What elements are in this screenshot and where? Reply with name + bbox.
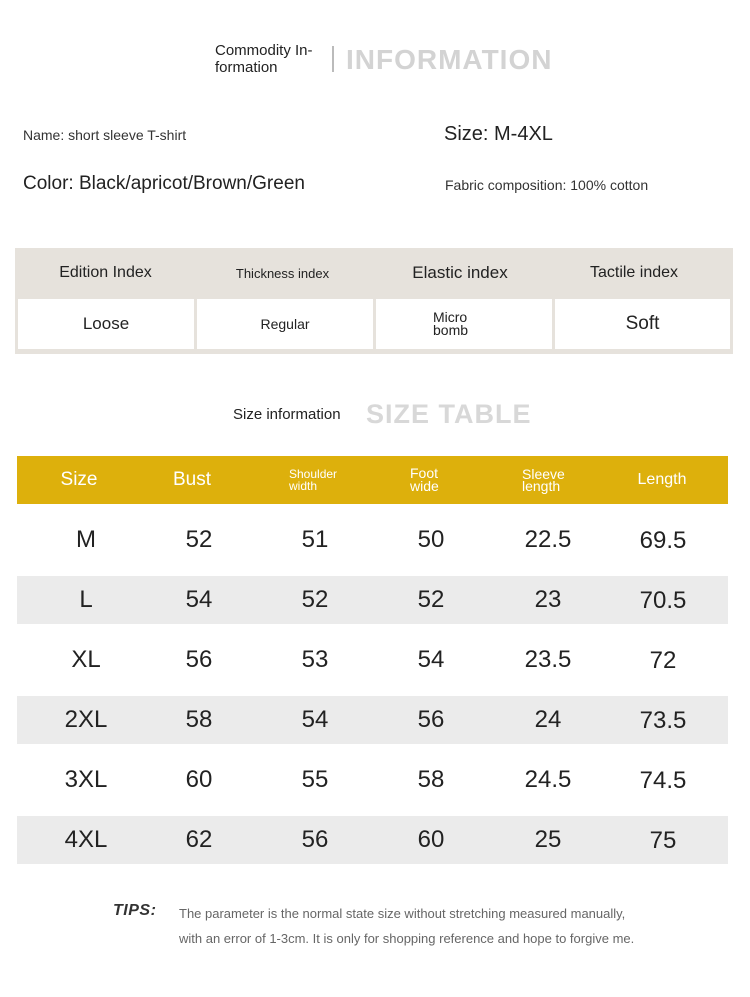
cell-bust: 54 bbox=[185, 586, 213, 613]
size-row-4XL bbox=[17, 816, 728, 864]
cell-length: 69.5 bbox=[639, 527, 687, 554]
header-divider bbox=[332, 46, 334, 72]
cell-shoulder: 55 bbox=[301, 766, 329, 793]
index-value-elastic: Micro bomb bbox=[376, 299, 552, 349]
index-header-elastic: Elastic index bbox=[412, 263, 508, 282]
cell-foot: 56 bbox=[417, 706, 445, 733]
size-header-foot: Foot wide bbox=[410, 465, 439, 494]
cell-shoulder: 51 bbox=[301, 526, 329, 553]
cell-size: XL bbox=[71, 646, 101, 673]
cell-foot: 52 bbox=[417, 586, 445, 613]
cell-bust: 60 bbox=[185, 766, 213, 793]
cell-shoulder: 53 bbox=[301, 646, 329, 673]
size-info-label: Size information bbox=[233, 406, 341, 423]
size-row-XL bbox=[17, 636, 728, 684]
cell-length: 70.5 bbox=[639, 587, 687, 614]
cell-size: L bbox=[79, 586, 93, 613]
index-header-edition: Edition Index bbox=[59, 264, 152, 281]
size-header-length: Length bbox=[637, 471, 687, 488]
cell-length: 74.5 bbox=[639, 767, 687, 794]
cell-bust: 56 bbox=[185, 646, 213, 673]
index-header-thickness: Thickness index bbox=[235, 265, 330, 281]
header-subtitle: Commodity In- formation bbox=[215, 42, 313, 76]
size-header-bust: Bust bbox=[172, 469, 212, 490]
size-header-sleeve: Sleeve length bbox=[522, 466, 565, 494]
cell-sleeve: 22.5 bbox=[524, 526, 572, 553]
cell-foot: 54 bbox=[417, 646, 445, 673]
cell-bust: 62 bbox=[185, 826, 213, 853]
size-header-shoulder: Shoulder width bbox=[289, 467, 338, 493]
cell-size: 3XL bbox=[64, 766, 108, 793]
index-value-thickness: Regular bbox=[197, 299, 373, 349]
product-colors: Color: Black/apricot/Brown/Green bbox=[23, 173, 305, 194]
cell-foot: 60 bbox=[417, 826, 445, 853]
cell-shoulder: 52 bbox=[301, 586, 329, 613]
index-table bbox=[15, 248, 733, 354]
cell-length: 75 bbox=[649, 827, 677, 854]
cell-bust: 52 bbox=[185, 526, 213, 553]
cell-bust: 58 bbox=[185, 706, 213, 733]
cell-sleeve: 24 bbox=[534, 706, 562, 733]
cell-length: 73.5 bbox=[639, 707, 687, 734]
size-header-size: Size bbox=[60, 469, 98, 490]
size-table-header bbox=[17, 456, 728, 504]
index-header-tactile: Tactile index bbox=[589, 264, 679, 281]
tips-text-line1: The parameter is the normal state size without stretching measured manually, bbox=[179, 906, 626, 921]
tips-label: TIPS: bbox=[113, 902, 157, 919]
cell-length: 72 bbox=[649, 647, 677, 674]
product-size-range: Size: M-4XL bbox=[444, 123, 553, 145]
cell-sleeve: 23.5 bbox=[524, 646, 572, 673]
size-table-title: SIZE TABLE bbox=[366, 399, 532, 429]
cell-size: 2XL bbox=[64, 706, 108, 733]
tips-text-line2: with an error of 1-3cm. It is only for shopping reference and hope to forgive me. bbox=[179, 931, 635, 946]
cell-foot: 58 bbox=[417, 766, 445, 793]
cell-shoulder: 56 bbox=[301, 826, 329, 853]
cell-size: M bbox=[76, 526, 96, 553]
cell-foot: 50 bbox=[417, 526, 445, 553]
cell-size: 4XL bbox=[64, 826, 108, 853]
cell-sleeve: 23 bbox=[534, 586, 562, 613]
product-fabric: Fabric composition: 100% cotton bbox=[445, 177, 649, 193]
index-value-tactile: Soft bbox=[555, 299, 730, 349]
index-value-edition: Loose bbox=[18, 299, 194, 349]
product-name: Name: short sleeve T-shirt bbox=[23, 127, 187, 143]
size-row-M bbox=[17, 516, 728, 564]
cell-shoulder: 54 bbox=[301, 706, 329, 733]
size-row-3XL bbox=[17, 756, 728, 804]
header-title: INFORMATION bbox=[346, 44, 553, 75]
size-row-L bbox=[17, 576, 728, 624]
cell-sleeve: 24.5 bbox=[524, 766, 572, 793]
size-row-2XL bbox=[17, 696, 728, 744]
cell-sleeve: 25 bbox=[534, 826, 562, 853]
